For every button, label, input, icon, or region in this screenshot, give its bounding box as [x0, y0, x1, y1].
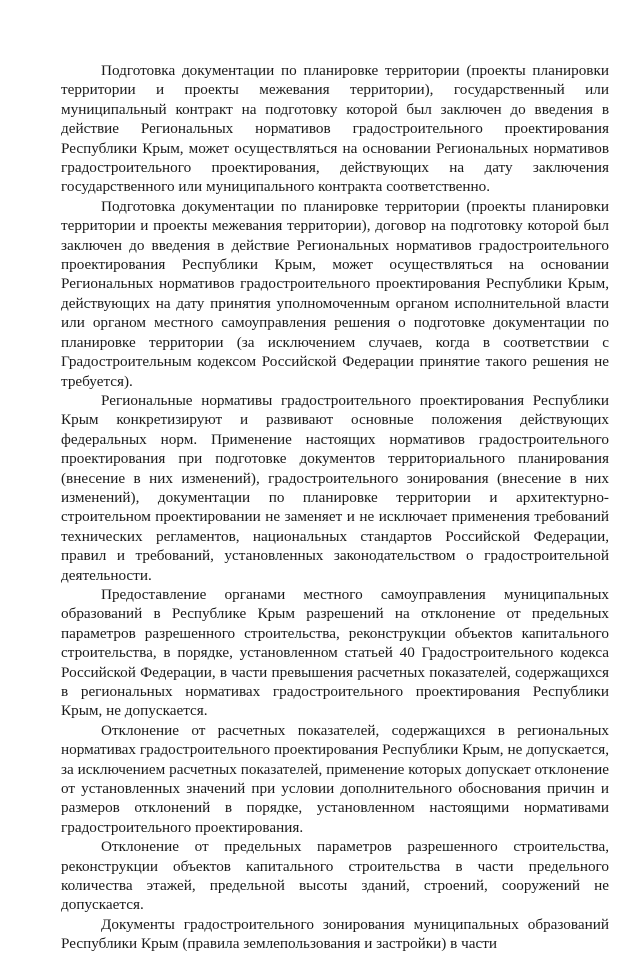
paragraph-3: Региональные нормативы градостроительного проектирования Республики Крым конкретизируют и развивают основные положения действующих федеральных норм. Применение настоящих нормативов градостроительного проектирования при подготовке документов территориального планирования (внесение в них изменений), градостроительного зонирования (внесение в них изменений), документации по планировке территории и архитектурно-строительном проектировании не заменяет и не исключает применения требований технических регламентов, национальных стандартов Российской Федерации, правил и требований, установленных законодательством о градостроительной деятельности. [61, 391, 609, 584]
paragraph-7: Документы градостроительного зонирования муниципальных образований Республики Крым (правила землепользования и застройки) в части [61, 915, 609, 953]
paragraph-5: Отклонение от расчетных показателей, содержащихся в региональных нормативах градостроительного проектирования Республики Крым, не допускается, за исключением расчетных показателей, применение которых допускает отклонение от установленных значений при условии дополнительного обоснования причин и размеров отклонений в порядке, установленном настоящими нормативами градостроительного проектирования. [61, 721, 609, 836]
paragraph-2: Подготовка документации по планировке территории (проекты планировки территории и проекты межевания территории), договор на подготовку которой был заключен до введения в действие Региональных нормативов градостроительного проектирования Республики Крым, может осуществляться на основании Региональных нормативов градостроительного проектирования Республики Крым, действующих на дату принятия уполномоченным органом исполнительной власти или органом местного самоуправления решения о подготовке документации по планировке территории (за исключением случаев, когда в соответствии с Градостроительным кодексом Российской Федерации принятие такого решения не требуется). [61, 197, 609, 390]
document-body [61, 61, 609, 954]
paragraph-4: Предоставление органами местного самоуправления муниципальных образований в Республике Крым разрешений на отклонение от предельных параметров разрешенного строительства, реконструкции объектов капитального строительства, в порядке, установленном статьей 40 Градостроительного кодекса Российской Федерации, в части превышения расчетных показателей, содержащихся в региональных нормативах градостроительного проектирования Республики Крым, не допускается. [61, 585, 609, 720]
paragraph-1: Подготовка документации по планировке территории (проекты планировки территории и проекты межевания территории), государственный или муниципальный контракт на подготовку которой был заключен до введения в действие Региональных нормативов градостроительного проектирования Республики Крым, может осуществляться на основании Региональных нормативов градостроительного проектирования, действующих на дату заключения государственного или муниципального контракта соответственно. [61, 62, 609, 196]
paragraph-6: Отклонение от предельных параметров разрешенного строительства, реконструкции объектов капитального строительства в части предельного количества этажей, предельной высоты зданий, строений, сооружений не допускается. [61, 838, 609, 914]
